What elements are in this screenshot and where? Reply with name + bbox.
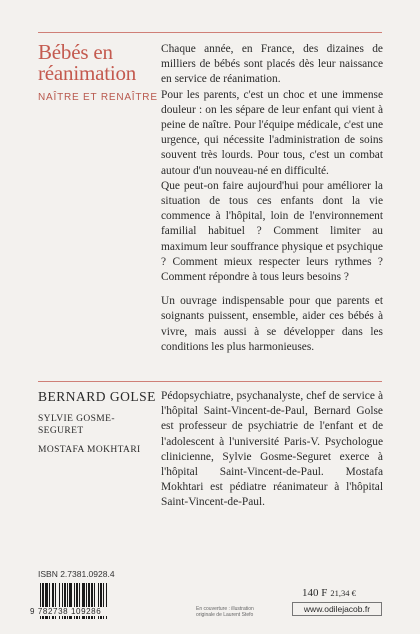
website-link[interactable]: www.odilejacob.fr	[292, 602, 382, 616]
blurb-paragraph: Chaque année, en France, des dizaines de milliers de bébés sont placés dès leur naissance en service de réanimation.	[161, 43, 383, 86]
cover-credit: En couverture : illustration originale de Laurent Stefo	[196, 606, 254, 618]
barcode-digits: 9 782738 109286	[28, 607, 142, 616]
blurb-paragraph: Que peut-on faire aujourd'hui pour améliorer la situation de tous ces enfants dont la vie commence à l'hôpital, loin de l'environnement familial habituel ? Comment limiter au maximum leur souffrance physique et psychique ? Comment mieux respecter leurs rythmes ? Comment répondre à tous leurs besoins ?	[161, 179, 383, 284]
book-subtitle: NAÎTRE ET RENAÎTRE	[38, 92, 158, 103]
middle-divider	[38, 381, 382, 382]
price-euro: 21,34 €	[330, 588, 356, 598]
book-title: Bébés en réanimation	[38, 40, 137, 85]
blurb	[161, 42, 383, 355]
isbn: ISBN 2.7381.0928.4	[38, 569, 115, 579]
author-list	[38, 389, 158, 455]
top-divider	[38, 32, 382, 33]
author-name: SYLVIE GOSME-SEGURET	[38, 414, 115, 436]
blurb-paragraph: Pour les parents, c'est un choc et une immense douleur : on les sépare de leur enfant qui vient à peine de naître. Pour l'équipe médicale, c'est une urgence, qui nécessite l'administration de soins souvent très lourds. Pour tous, c'est un combat autour d'un nouveau-né en difficulté.	[161, 88, 383, 177]
blurb-paragraph: Un ouvrage indispensable pour que parents et soignants puissent, ensemble, aider ces bébés à vivre, mais aussi à se développer dans les conditions les plus harmonieuses.	[161, 295, 383, 353]
price-francs: 140 F	[302, 587, 328, 599]
price	[302, 587, 356, 599]
author-name: BERNARD GOLSE	[38, 389, 156, 404]
author-bio: Pédopsychiatre, psychanalyste, chef de service à l'hôpital Saint-Vincent-de-Paul, Bernard Golse est professeur de psychiatrie de l'enfant et de l'adolescent à l'université Paris-V. Psychologue clinicienne, Sylvie Gosme-Seguret exerce à l'hôpital Saint-Vincent-de-Paul. Mostafa Mokhtari est pédiatre réanimateur à l'hôpital Saint-Vincent-de-Paul.	[161, 390, 383, 509]
author-name: MOSTAFA MOKHTARI	[38, 445, 141, 455]
